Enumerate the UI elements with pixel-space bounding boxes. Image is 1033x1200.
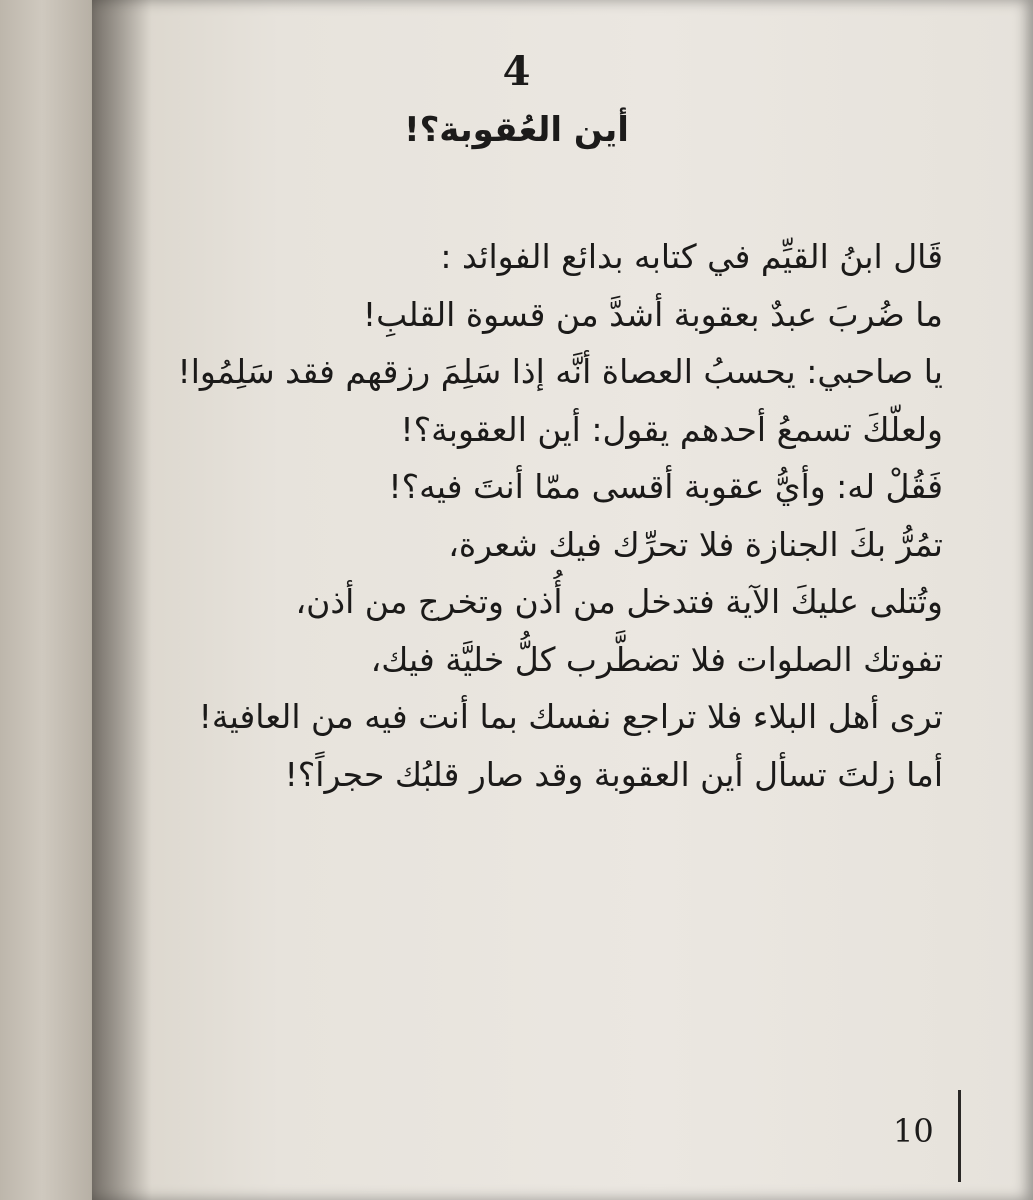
chapter-body [163, 228, 943, 803]
page-number-rule [958, 1090, 961, 1182]
page-number: 10 [893, 1112, 934, 1150]
body-line: فَقُلْ له: وأيُّ عقوبة أقسى ممّا أنتَ فيه؟! [388, 467, 943, 506]
body-line: تفوتك الصلوات فلا تضطَّرب كلُّ خليَّة فيك، [370, 639, 943, 679]
body-line: ولعلّكَ تسمعُ أحدهم يقول: أين العقوبة؟! [400, 409, 943, 449]
spine-shadow [92, 0, 152, 1200]
chapter-title: أين العُقوبة؟! [404, 110, 629, 150]
body-line: قَال ابنُ القيِّم في كتابه بدائع الفوائد : [440, 237, 943, 276]
body-line: ترى أهل البلاء فلا تراجع نفسك بما أنت فيه من العافية! [198, 697, 943, 736]
body-line: تمُرُّ بكَ الجنازة فلا تحرِّك فيك شعرة، [448, 524, 943, 564]
body-line: وتُتلى عليكَ الآية فتدخل من أُذن وتخرج من أذن، [295, 582, 943, 621]
body-line: يا صاحبي: يحسبُ العصاة أنَّه إذا سَلِمَ رزقهم فقد سَلِمُوا! [177, 352, 943, 391]
chapter-number: 4 [502, 48, 531, 95]
body-line: ما ضُربَ عبدٌ بعقوبة أشدَّ من قسوة القلبِ! [362, 294, 943, 334]
body-line: أما زلتَ تسأل أين العقوبة وقد صار قلبُك حجراً؟! [284, 754, 943, 794]
